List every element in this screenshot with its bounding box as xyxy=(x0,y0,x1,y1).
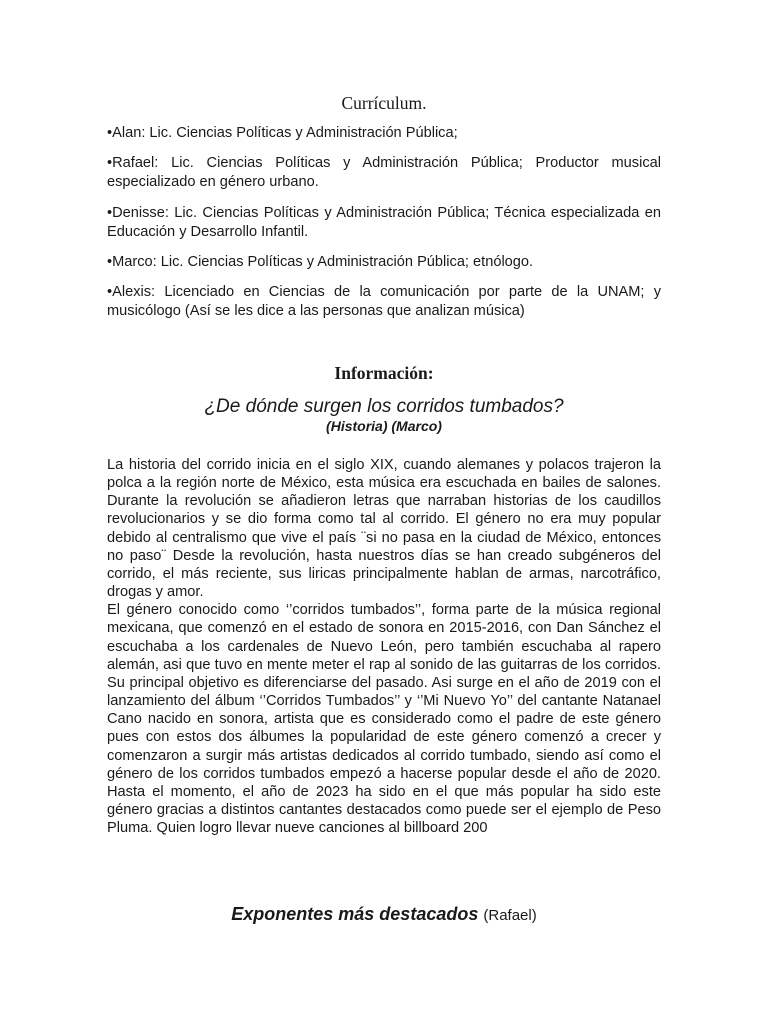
section-question-heading: ¿De dónde surgen los corridos tumbados? xyxy=(204,396,564,417)
curriculum-item-text: •Alexis: Licenciado en Ciencias de la comunicación por parte de la UNAM; y musicólogo (Así se les dice a las personas que analizan música) xyxy=(107,284,661,320)
curriculum-item-alexis xyxy=(107,283,661,322)
curriculum-item-text: •Marco: Lic. Ciencias Políticas y Administración Pública; etnólogo. xyxy=(107,254,534,270)
curriculum-item-alan xyxy=(107,124,661,143)
curriculum-heading: Currículum. xyxy=(341,93,427,113)
curriculum-item-text: •Rafael: Lic. Ciencias Políticas y Administración Pública; Productor musical especializado en género urbano. xyxy=(107,155,661,191)
section-subtitle: (Historia) (Marco) xyxy=(326,418,442,434)
exponentes-heading xyxy=(107,902,661,928)
exponentes-title: Exponentes más destacados xyxy=(231,904,479,924)
history-paragraph: El género conocido como ‘’corridos tumbados’’, forma parte de la música regional mexicana, que comenzó en el estado de sonora en 2015-2016, con Dan Sánchez el escuchaba a los cardenales de Nuevo León, pero también escuchaba al rapero alemán, asi que tuvo en mente meter el rap al sonido de las guitarras de los corridos. Su principal objetivo es diferenciarse del pasado. Asi surge en el año de 2019 con el lanzamiento del álbum ‘’Corridos Tumbados’’ y ‘’Mi Nuevo Yo’’ del cantante Natanael Cano nacido en sonora, artista que es considerado como el padre de este género pues con estos dos álbumes la popularidad de este género comenzó a crecer y comenzaron a surgir más artistas dedicados al corrido tumbado, siendo así como el género de los corridos tumbados empezó a hacerse popular desde el año de 2020. Hasta el momento, el año de 2023 ha sido en el que más popular ha sido este género gracias a distintos cantantes destacados como puede ser el ejemplo de Peso Pluma. Quien logro llevar nueve canciones al billboard 200 xyxy=(107,602,661,837)
curriculum-item-text: •Denisse: Lic. Ciencias Políticas y Administración Pública; Técnica especializada en Educación y Desarrollo Infantil. xyxy=(107,205,661,241)
curriculum-item-rafael xyxy=(107,154,661,193)
curriculum-item-denisse xyxy=(107,204,661,243)
curriculum-item-text: •Alan: Lic. Ciencias Políticas y Administración Pública; xyxy=(107,125,458,141)
history-paragraph: La historia del corrido inicia en el siglo XIX, cuando alemanes y polacos trajeron la polca a la región norte de México, esta música era escuchada en bailes de salones. Durante la revolución se añadieron letras que narraban historias de los caudillos revolucionarios y se dio forma como tal al corrido. El género no era muy popular debido al centralismo que vive el país ¨si no pasa en la ciudad de México, entonces no paso¨ Desde la revolución, hasta nuestros días se han creado subgéneros del corrido, el más reciente, sus liricas principalmente hablan de armas, narcotráfico, drogas y amor. xyxy=(107,457,661,601)
informacion-heading: Información: xyxy=(334,363,434,383)
curriculum-item-marco xyxy=(107,253,661,272)
exponentes-author: (Rafael) xyxy=(483,907,537,924)
history-body xyxy=(107,456,661,837)
